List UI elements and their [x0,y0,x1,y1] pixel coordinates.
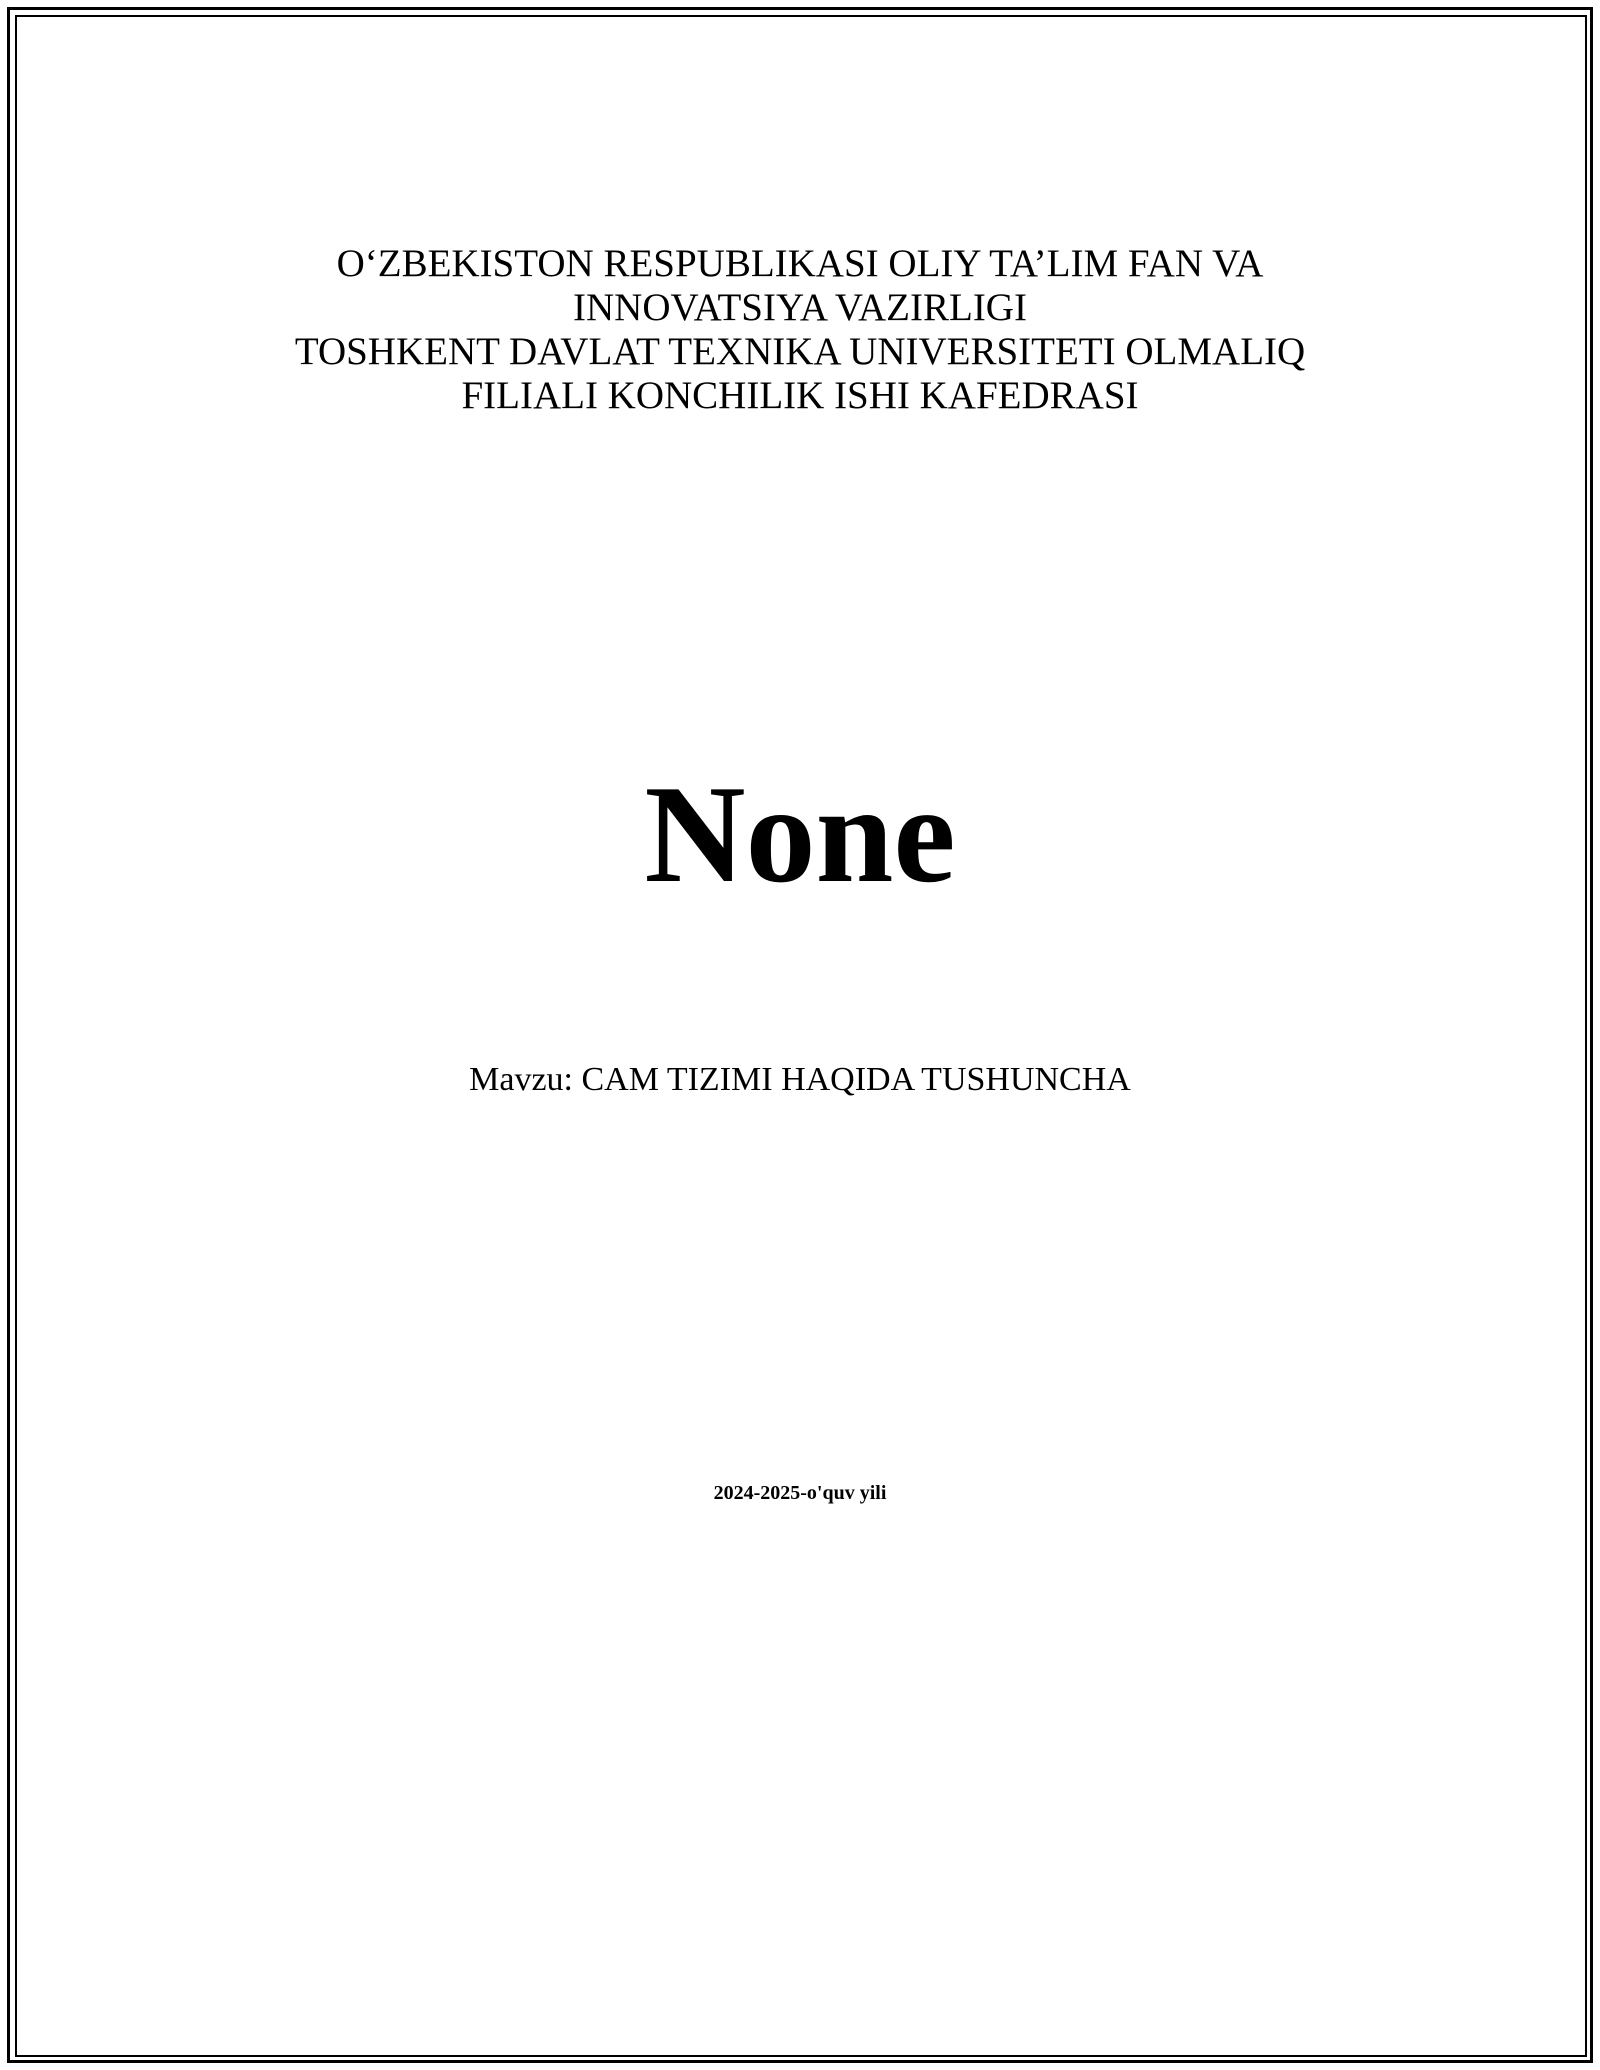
header-line: TOSHKENT DAVLAT TEXNIKA UNIVERSITETI OLMALIQ [294,330,1306,373]
header-line: INNOVATSIYA VAZIRLIGI [573,286,1027,329]
document-topic: Mavzu: CAM TIZIMI HAQIDA TUSHUNCHA [469,1061,1131,1098]
institution-header [0,242,1600,418]
document-title: None [644,757,956,912]
header-line: O‘ZBEKISTON RESPUBLIKASI OLIY TA’LIM FAN VA [336,242,1264,285]
academic-year: 2024-2025-o'quv yili [713,1482,887,1504]
header-line: FILIALI KONCHILIK ISHI KAFEDRASI [461,374,1139,417]
